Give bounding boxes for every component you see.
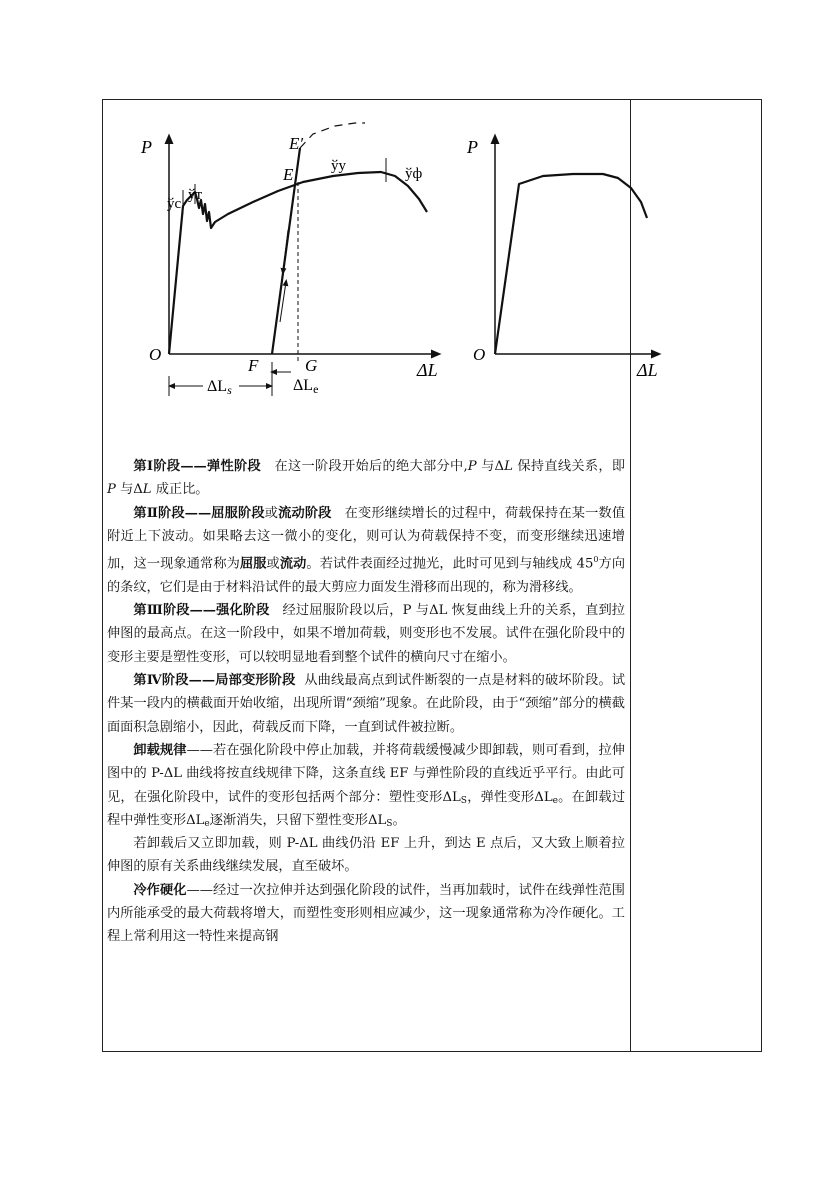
- p1-var-l2: L: [142, 482, 152, 498]
- p4-text: 从曲线最高点到试件断裂的一点是材料的破坏阶段。试件某一段内的横截面开始收缩，出现所谓“颈缩”现象。在此阶段，由于“颈缩”部分的横截面面积急剧缩小，因此，荷载反而下降，一直到试件被拉断。: [107, 673, 626, 735]
- p5-sub-s2: S: [386, 818, 393, 829]
- p2-bold-flow: 流动: [279, 556, 307, 572]
- label-sigma-f: ўф: [405, 166, 423, 182]
- down-arrow: [283, 230, 288, 272]
- p6-text: 若卸载后又立即加载，则 P-ΔL 曲线仍沿 EF 上升，到达 E 点后，又大致上顺着拉伸图的原有关系曲线继续发展，直至破坏。: [107, 836, 625, 875]
- p2-bold-yield: 屈服: [239, 556, 267, 572]
- label-e-prime: E′: [289, 134, 304, 153]
- paragraph-cold-hardening: [107, 879, 625, 949]
- reload-dashed-curve: [300, 123, 365, 148]
- label-g: G: [305, 356, 318, 375]
- p5-text-c: 。在卸载过程中弹性变形ΔL: [107, 789, 626, 828]
- p5-sub-s1: S: [460, 795, 467, 806]
- paragraph-stage-2: [107, 502, 625, 600]
- paragraph-stage-3: [107, 599, 625, 669]
- p5-text-b: ，弹性变形ΔL: [466, 789, 553, 805]
- p2-text-a: 在变形继续增长的过程中，荷载保持在某一数值附近上下波动。如果略去这一微小的变化，则可认为荷载保持不变，而变形继续迅速增加，这一现象通常称为: [107, 505, 626, 572]
- right-x-axis-label: ΔL: [637, 360, 658, 380]
- stage-1-title: 第Ⅰ阶段——弹性阶段: [133, 459, 262, 474]
- p1-var-p2: P: [107, 482, 116, 498]
- p5-sub-e2: e: [204, 818, 210, 829]
- stage-4-title: 第Ⅳ阶段——局部变形阶段: [133, 673, 296, 689]
- stage-2-title-b: 流动阶段: [278, 505, 332, 521]
- p1-text-c: 保持直线关系，即: [512, 459, 626, 474]
- p2-text-c: 方向的条纹，它们是由于材料沿试件的最大剪应力面发生滑移而出现的，称为滑移线。: [107, 556, 626, 595]
- p5-text-a: ——若在强化阶段中停止加载，并将荷载缓慢减少即卸载，则可看到，拉伸图中的 P-ΔL 曲线将按直线规律下降，这条直线 EF 与弹性阶段的直线近乎平行。由此可见，在强化阶段中，试件的变形包括两个部分：塑性变形ΔL: [107, 742, 625, 805]
- unloading-title: 卸载规律: [133, 742, 187, 758]
- label-f: F: [248, 356, 259, 375]
- left-origin-label: O: [149, 345, 162, 364]
- left-tensile-diagram: [140, 123, 438, 397]
- left-x-axis-label: ΔL: [417, 360, 438, 380]
- dim-le-label: ΔLe: [293, 377, 319, 396]
- stage-2-title: 第Ⅱ阶段——屈服阶段: [133, 505, 265, 521]
- right-tensile-diagram: [466, 137, 658, 380]
- p1-text-b: 与Δ: [476, 459, 505, 474]
- cold-hardening-title: 冷作硬化: [133, 882, 187, 898]
- paragraph-stage-4: [107, 669, 625, 739]
- p1-text-a: 在这一阶段开始后的绝大部分中,: [274, 459, 468, 474]
- p7-text: ——经过一次拉伸并达到强化阶段的试件，当再加载时，试件在线弹性范围内所能承受的最大荷载将增大，而塑性变形则相应减少，这一现象通常称为冷作硬化。工程上常利用这一特性来提高钢: [107, 882, 625, 945]
- p1-text-d: 与Δ: [115, 482, 143, 498]
- p2-text-or: 或: [266, 556, 280, 572]
- p1-var-l: L: [504, 459, 513, 474]
- tensile-diagrams: [103, 100, 663, 410]
- p3-text: 经过屈服阶段以后，P 与ΔL 恢复曲线上升的关系，直到拉伸图的最高点。在这一阶段中，如果不增加荷载，则变形也不发展。试件在强化阶段中的变形主要是塑性变形，可以较明显地看到整个试件的横向尺寸在缩小。: [107, 603, 625, 665]
- paragraph-unloading: [107, 739, 625, 832]
- p2-degree: 0: [593, 555, 599, 565]
- stage-2-title-or: 或: [264, 505, 279, 521]
- paragraph-reloading: [107, 832, 625, 879]
- p1-var-p: P: [467, 459, 477, 474]
- p5-sub-e1: e: [552, 795, 558, 806]
- left-p-label: P: [141, 137, 152, 157]
- label-sigma-t: ўт: [188, 187, 203, 203]
- paragraph-stage-1: [107, 455, 625, 502]
- right-p-label: P: [467, 137, 478, 157]
- label-e: E: [283, 165, 294, 184]
- label-sigma-y: ўy: [331, 158, 346, 174]
- p2-text-b: 。若试件表面经过抛光，此时可见到与轴线成 45: [306, 556, 594, 572]
- document-table: [102, 99, 762, 1052]
- stage-3-title: 第Ⅲ阶段——强化阶段: [133, 603, 270, 619]
- text-body: [107, 455, 625, 949]
- p5-text-e: 。: [392, 812, 406, 828]
- right-stress-strain-curve: [495, 174, 647, 354]
- right-origin-label: O: [473, 345, 486, 364]
- p5-text-d: 逐渐消失，只留下塑性变形ΔL: [209, 812, 387, 828]
- p1-text-e: 成正比。: [151, 482, 209, 498]
- label-sigma-c: ўc: [167, 196, 182, 212]
- dim-ls-label: ΔLs: [207, 378, 232, 397]
